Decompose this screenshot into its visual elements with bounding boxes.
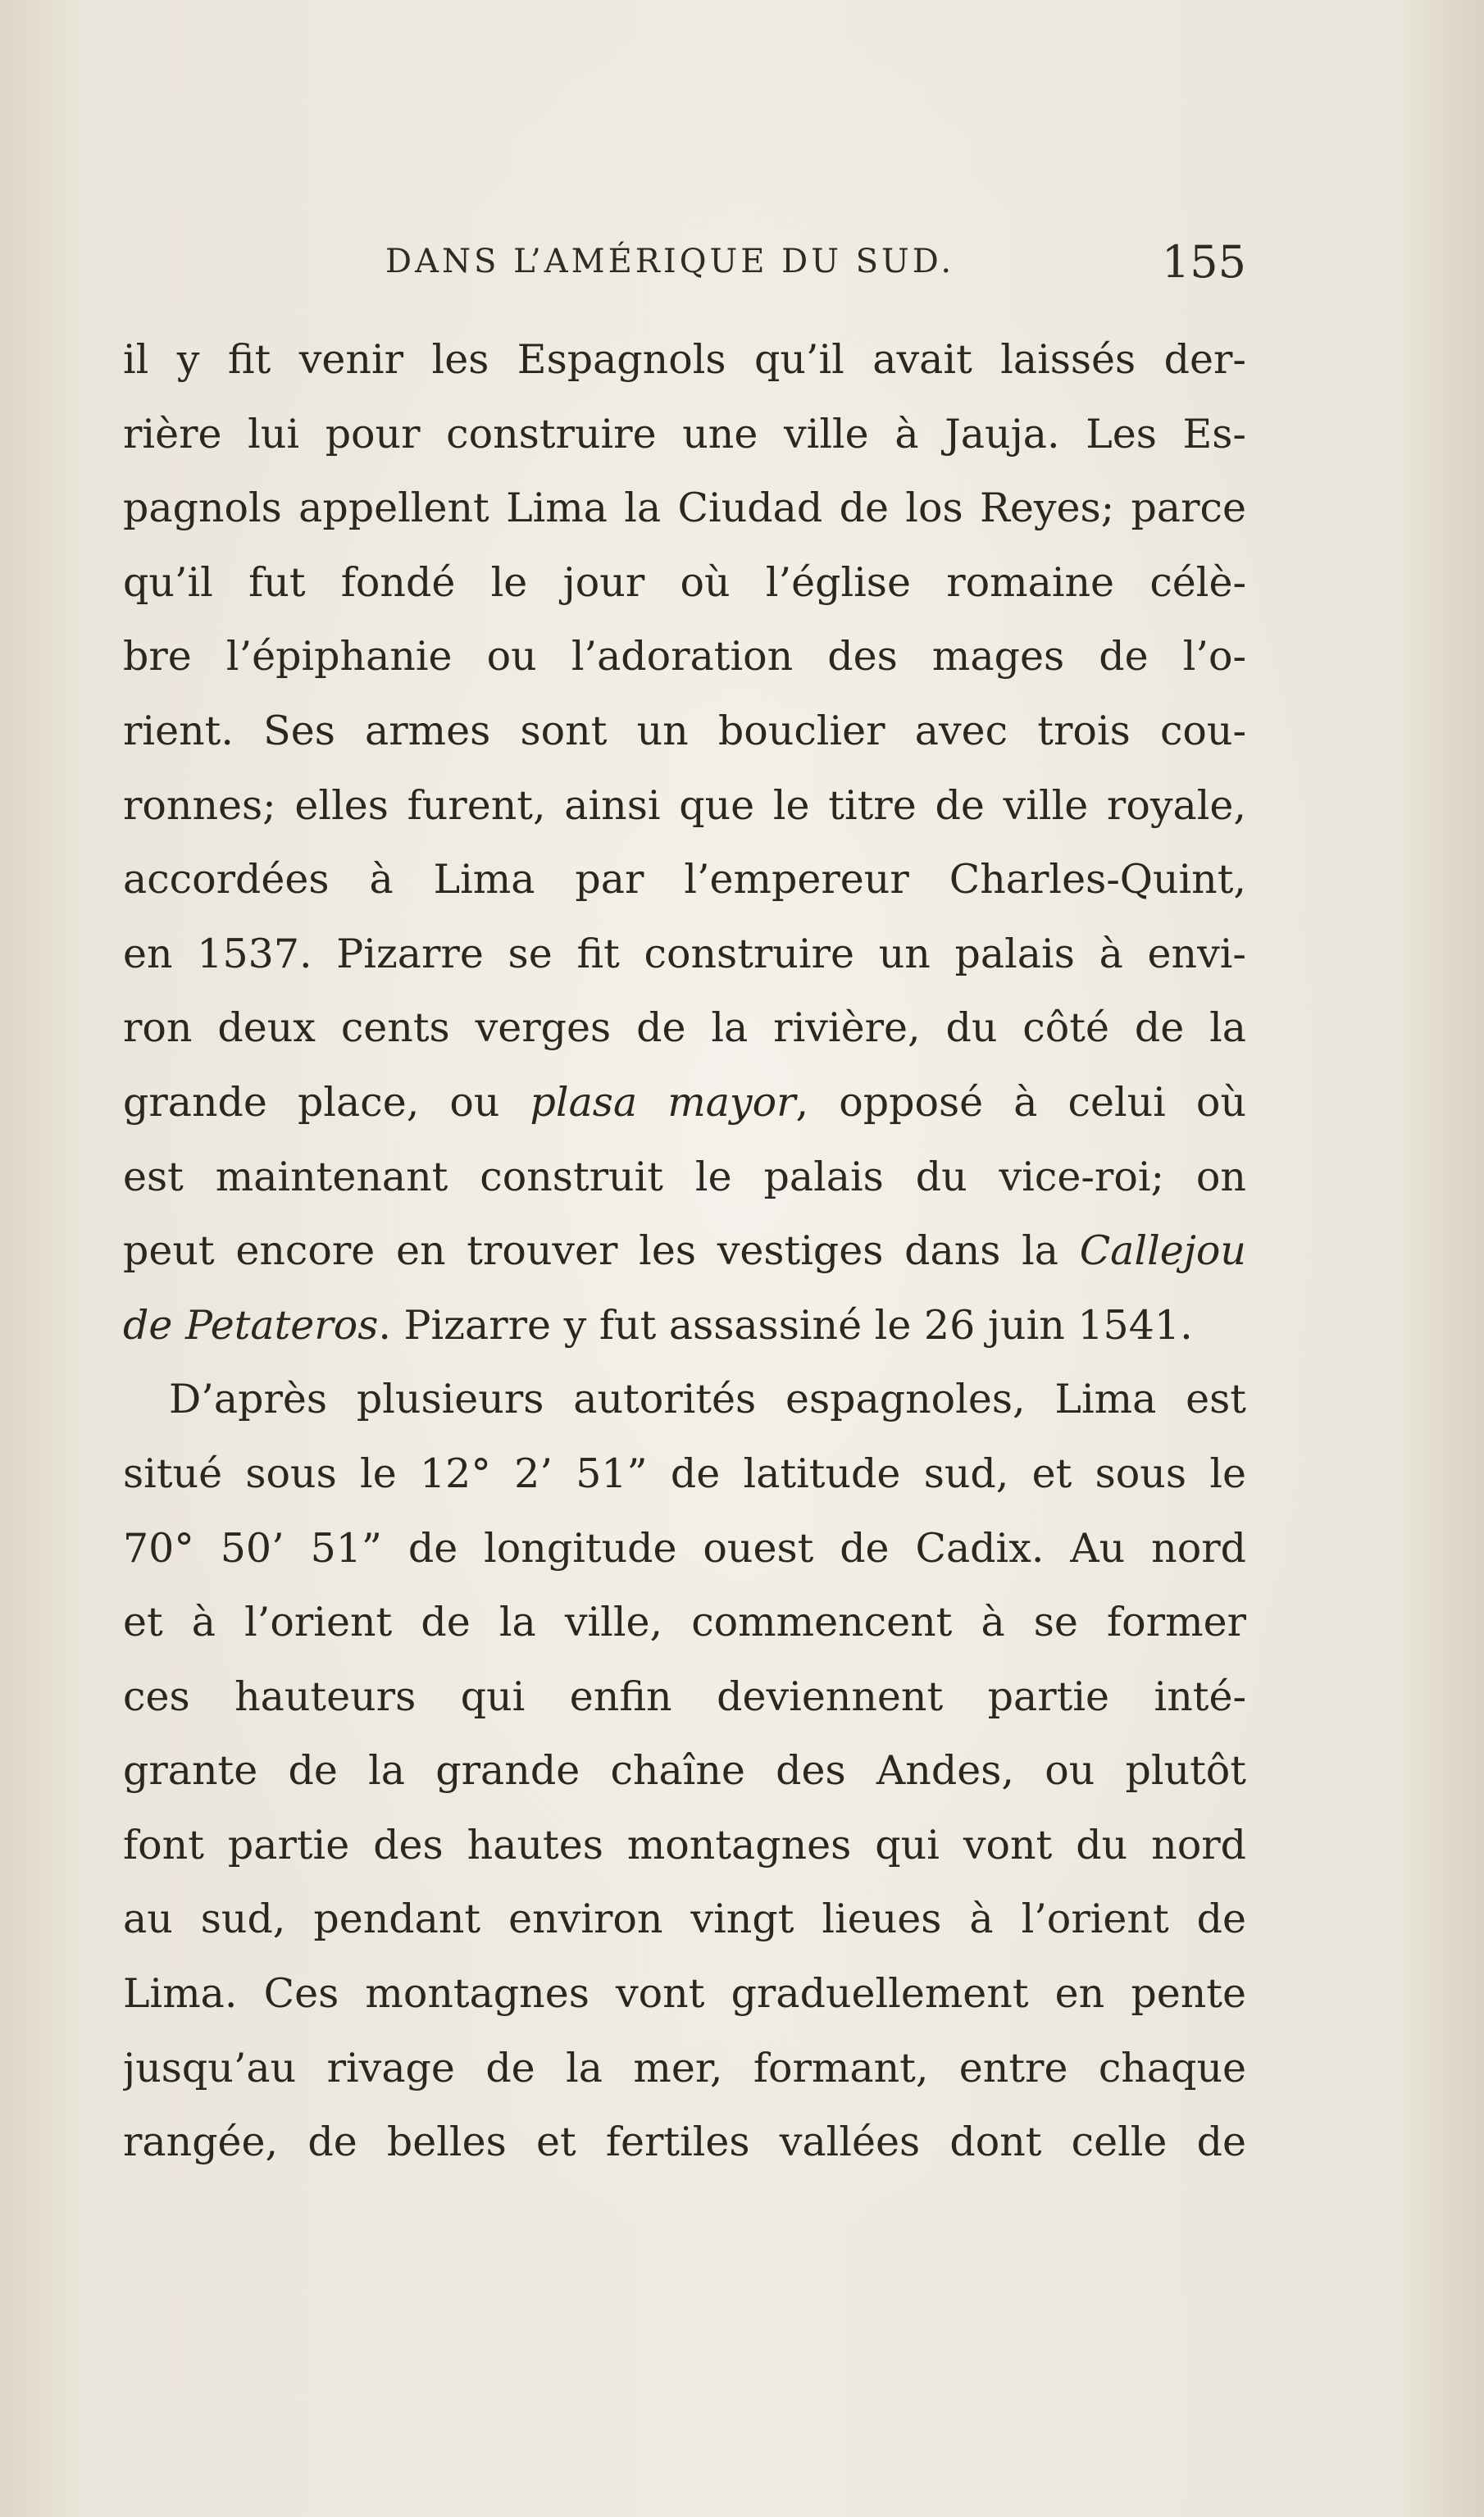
text-segment: grande place, ou xyxy=(123,1078,530,1126)
italic-term-callejou: Callejou xyxy=(1079,1227,1246,1275)
text-line: il y fit venir les Espagnols qu’il avait laissés der- xyxy=(123,336,1246,383)
text-segment: peut encore en trouver les vestiges dans la xyxy=(123,1227,1080,1275)
text-line xyxy=(123,1289,1246,1363)
text-line: jusqu’au rivage de la mer, formant, entre chaque xyxy=(123,2044,1246,2091)
text-line: D’après plusieurs autorités espagnoles, Lima est xyxy=(169,1376,1246,1423)
text-line: au sud, pendant environ vingt lieues à l’orient de xyxy=(123,1896,1246,1943)
text-segment: , opposé à celui où xyxy=(795,1078,1246,1126)
text-line: et à l’orient de la ville, commencent à se former xyxy=(123,1599,1246,1646)
text-line: pagnols appellent Lima la Ciudad de los Reyes; parce xyxy=(123,485,1246,532)
text-line xyxy=(123,1214,1246,1289)
italic-term-petateros: de Petateros xyxy=(123,1301,379,1349)
text-line: ces hauteurs qui enfin deviennent partie inté- xyxy=(123,1673,1246,1720)
text-line: ronnes; elles furent, ainsi que le titre de ville royale, xyxy=(123,781,1246,829)
text-line: accordées à Lima par l’empereur Charles-Quint, xyxy=(123,856,1246,903)
text-line xyxy=(123,1066,1246,1140)
text-line: bre l’épiphanie ou l’adoration des mages de l’o- xyxy=(123,633,1246,680)
text-line: ron deux cents verges de la rivière, du côté de la xyxy=(123,1004,1246,1052)
text-line: Lima. Ces montagnes vont graduellement en pente xyxy=(123,1970,1246,2018)
paragraph-1 xyxy=(123,323,1246,1363)
page-header xyxy=(123,236,1246,295)
text-line: rient. Ses armes sont un bouclier avec trois cou- xyxy=(123,707,1246,754)
paragraph-2 xyxy=(123,1363,1246,2180)
running-head: DANS L’AMÉRIQUE DU SUD. xyxy=(385,243,955,280)
text-line: 70° 50’ 51” de longitude ouest de Cadix. Au nord xyxy=(123,1524,1246,1572)
text-line: grante de la grande chaîne des Andes, ou plutôt xyxy=(123,1747,1246,1795)
page-number: 155 xyxy=(1161,236,1246,288)
text-line: qu’il fut fondé le jour où l’église romaine célè- xyxy=(123,558,1246,606)
text-line: font partie des hautes montagnes qui vont du nord xyxy=(123,1821,1246,1868)
body-text xyxy=(123,323,1246,2180)
text-line: situé sous le 12° 2’ 51” de latitude sud, et sous le xyxy=(123,1450,1246,1497)
text-line: rangée, de belles et fertiles vallées dont celle de xyxy=(123,2119,1246,2166)
text-line: en 1537. Pizarre se fit construire un palais à envi- xyxy=(123,930,1246,977)
italic-term-plasa-mayor: plasa mayor xyxy=(530,1078,796,1126)
text-line: rière lui pour construire une ville à Jauja. Les Es- xyxy=(123,410,1246,457)
text-line: est maintenant construit le palais du vice-roi; on xyxy=(123,1153,1246,1200)
text-segment: . Pizarre y fut assassiné le 26 juin 1541. xyxy=(378,1301,1193,1349)
